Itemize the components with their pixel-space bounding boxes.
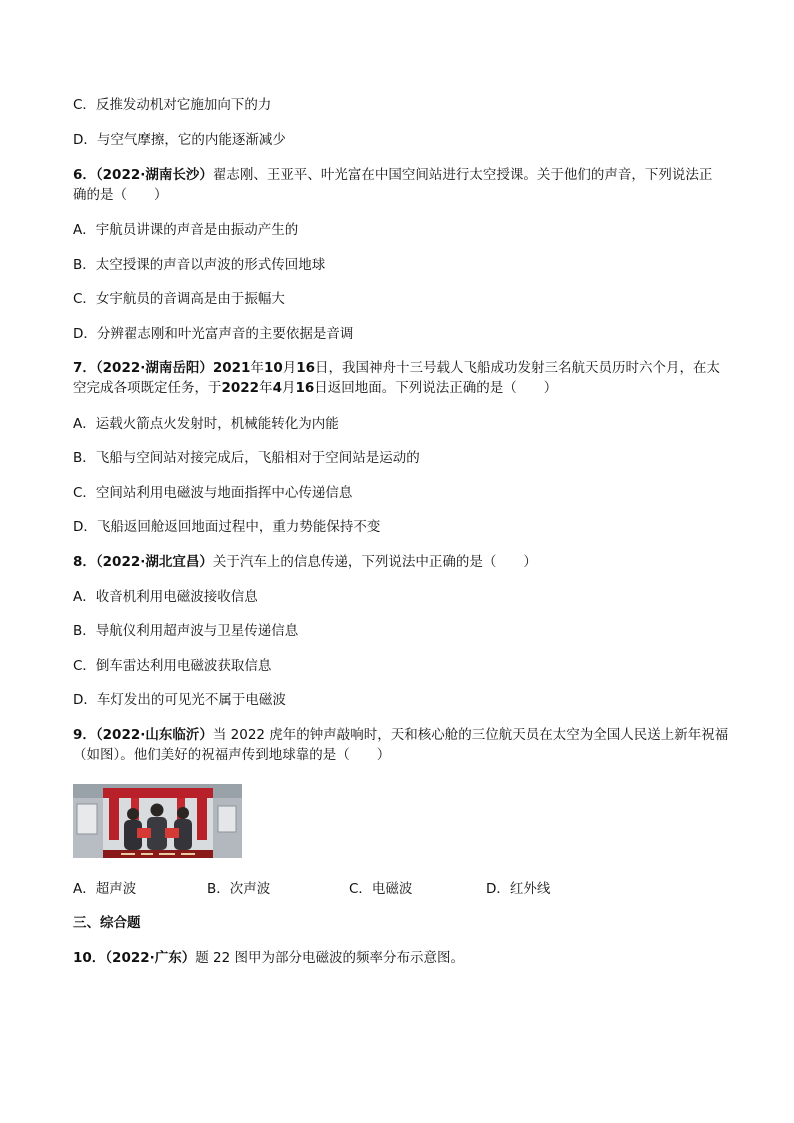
question-10-line-1 [73, 948, 464, 968]
option-5c: C．反推发动机对它施加向下的力 [73, 97, 272, 113]
question-8-line-1 [73, 552, 537, 572]
option-6a: A．宇航员讲课的声音是由振动产生的 [73, 222, 299, 238]
question-7-day: 16 [295, 380, 315, 396]
option-5d: D．与空气摩擦，它的内能逐渐减少 [73, 132, 286, 148]
question-7-text: 日，我国神舟十三号载人飞船成功发射三名航天员历时六个月，在太 [315, 360, 721, 376]
question-10-number: 10 [73, 950, 92, 966]
question-8-text: 关于汽车上的信息传递，下列说法中正确的是（ ） [212, 554, 537, 570]
question-7-year: 2021 [212, 360, 251, 376]
question-10-text: 题 22 图甲为部分电磁波的频率分布示意图。 [195, 950, 465, 966]
question-7-text: 年 [259, 380, 273, 396]
question-6-text-1: 翟志刚、王亚平、叶光富在中国空间站进行太空授课。关于他们的声音，下列说法正 [212, 167, 713, 183]
option-6c: C．女宇航员的音调高是由于振幅大 [73, 291, 285, 307]
question-7-text: 日返回地面。下列说法正确的是（ ） [314, 380, 558, 396]
option-6d: D．分辨翟志刚和叶光富声音的主要依据是音调 [73, 326, 354, 342]
option-9d: D．红外线 [486, 881, 551, 897]
question-7-month: 10 [263, 360, 283, 376]
question-7-text: 月 [281, 380, 296, 396]
question-8-source: ．（2022·湖北宜昌） [82, 554, 213, 570]
option-9b: B．次声波 [207, 881, 271, 897]
option-7d: D．飞船返回舱返回地面过程中，重力势能保持不变 [73, 519, 381, 535]
question-9-source: ．（2022·山东临沂） [82, 727, 213, 743]
option-8c: C．倒车雷达利用电磁波获取信息 [73, 658, 272, 674]
question-6-line-1 [73, 165, 712, 185]
question-6-line-2: 确的是（ ） [73, 187, 168, 203]
question-6-number: 6 [73, 167, 83, 183]
option-7b: B．飞船与空间站对接完成后，飞船相对于空间站是运动的 [73, 450, 420, 466]
question-7-line-2 [73, 378, 557, 398]
question-7-day: 16 [296, 360, 316, 376]
option-7a: A．运载火箭点火发射时，机械能转化为内能 [73, 416, 339, 432]
question-9-line-2: （如图）。他们美好的祝福声传到地球靠的是（ ） [73, 747, 391, 763]
astronauts-new-year-photo [73, 784, 242, 858]
question-9-options [73, 879, 633, 899]
question-7-month: 4 [272, 380, 282, 396]
question-9-text-1: 当 2022 虎年的钟声敲响时，天和核心舱的三位航天员在太空为全国人民送上新年祝福 [212, 727, 729, 743]
question-9-line-1 [73, 725, 728, 745]
option-9a: A．超声波 [73, 881, 137, 897]
question-10-source: ．（2022·广东） [91, 950, 196, 966]
astronauts-photo-illustration [73, 784, 242, 858]
question-7-number: 7 [73, 360, 83, 376]
question-7-line-1 [73, 358, 720, 378]
question-7-text: 月 [282, 360, 297, 376]
option-7c: C．空间站利用电磁波与地面指挥中心传递信息 [73, 485, 353, 501]
question-7-source: ．（2022·湖南岳阳） [82, 360, 213, 376]
question-6-source: ．（2022·湖南长沙） [82, 167, 213, 183]
question-7-text: 年 [250, 360, 264, 376]
question-7-year: 2022 [221, 380, 260, 396]
option-9c: C．电磁波 [349, 881, 413, 897]
question-9-number: 9 [73, 727, 83, 743]
option-8a: A．收音机利用电磁波接收信息 [73, 589, 258, 605]
option-8d: D．车灯发出的可见光不属于电磁波 [73, 692, 286, 708]
option-6b: B．太空授课的声音以声波的形式传回地球 [73, 257, 326, 273]
option-8b: B．导航仪利用超声波与卫星传递信息 [73, 623, 299, 639]
section-heading-3: 三、综合题 [73, 915, 141, 931]
question-7-text: 空完成各项既定任务，于 [73, 380, 222, 396]
question-8-number: 8 [73, 554, 83, 570]
